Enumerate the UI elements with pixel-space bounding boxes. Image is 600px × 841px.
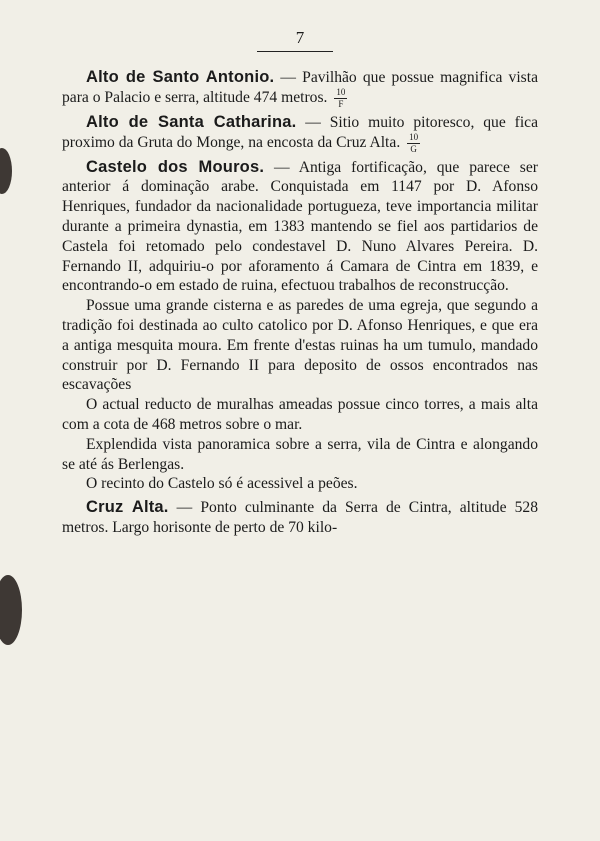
map-reference-number: 10 xyxy=(336,86,346,97)
page-body xyxy=(62,68,538,538)
map-reference xyxy=(407,133,420,154)
entry-dash: — xyxy=(264,158,299,176)
entry-alto-santo-antonio xyxy=(62,68,538,109)
entry-dash: — xyxy=(168,499,201,517)
map-reference xyxy=(334,88,347,109)
paragraph-reducto: O actual reducto de muralhas ameadas possue cinco torres, a mais alta com a cota de 468 metros sobre o mar. xyxy=(62,396,538,433)
map-reference-letter: G xyxy=(410,143,417,154)
entry-dash: — xyxy=(296,113,330,131)
entry-text: Sitio muito pitoresco, que fica proximo da Gruta do Monge, na encosta da Cruz Alta. xyxy=(62,113,538,151)
entry-text: Ponto culminante da Serra de Cintra, altitude 528 metros. Largo horisonte de perto de 70 kilo- xyxy=(62,499,538,536)
entry-heading: Alto de Santa Catharina. xyxy=(86,112,297,131)
entry-castelo-dos-mouros xyxy=(62,158,538,297)
page-number: 7 xyxy=(295,28,305,47)
ink-blot-upper xyxy=(0,148,12,194)
paragraph-cisterna: Possue uma grande cisterna e as paredes de uma egreja, que segundo a tradição foi destinada ao culto catolico por D. Afonso Henriques, e que era a antiga mesquita moura. Em frente d'estas ruinas ha um tumulo, mandado construir por D. Fernando II para deposito de ossos encontrados nas escavações xyxy=(62,297,538,394)
map-reference-letter: F xyxy=(338,98,344,109)
entry-cruz-alta xyxy=(62,498,538,538)
entry-text: Pavilhão que possue magnifica vista para o Palacio e serra, altitude 474 metros. xyxy=(62,69,538,106)
paragraph-recinto: O recinto do Castelo só é acessivel a peões. xyxy=(86,475,358,493)
entry-text: Antiga fortificação, que parece ser anterior á dominação arabe. Conquistada em 1147 por D. Afonso Henriques, fundador da nacionalidade portugueza, teve importancia militar durante a primeira dynastia, em 1383 mantendo se fiel aos partidarios de Castela foi retomado pelo condestavel D. Nuno Alvares Pereira. D. Fernando II, adquiriu-o por aforamento á Camara de Cintra em 1839, e encontrando-o em estado de ruina, efectuou trabalhos de reconstrucção. xyxy=(62,158,538,295)
entry-alto-santa-catharina xyxy=(62,113,538,154)
page-number-rule xyxy=(257,51,333,52)
entry-heading: Castelo dos Mouros. xyxy=(86,157,265,176)
ink-blot-lower xyxy=(0,575,22,645)
map-reference-number: 10 xyxy=(409,131,419,142)
entry-heading: Cruz Alta. xyxy=(86,498,169,517)
entry-heading: Alto de Santo Antonio. xyxy=(86,68,275,86)
entry-dash: — xyxy=(274,69,303,86)
paragraph-vista: Explendida vista panoramica sobre a serra, vila de Cintra e alongando se até ás Berlengas. xyxy=(62,435,538,473)
